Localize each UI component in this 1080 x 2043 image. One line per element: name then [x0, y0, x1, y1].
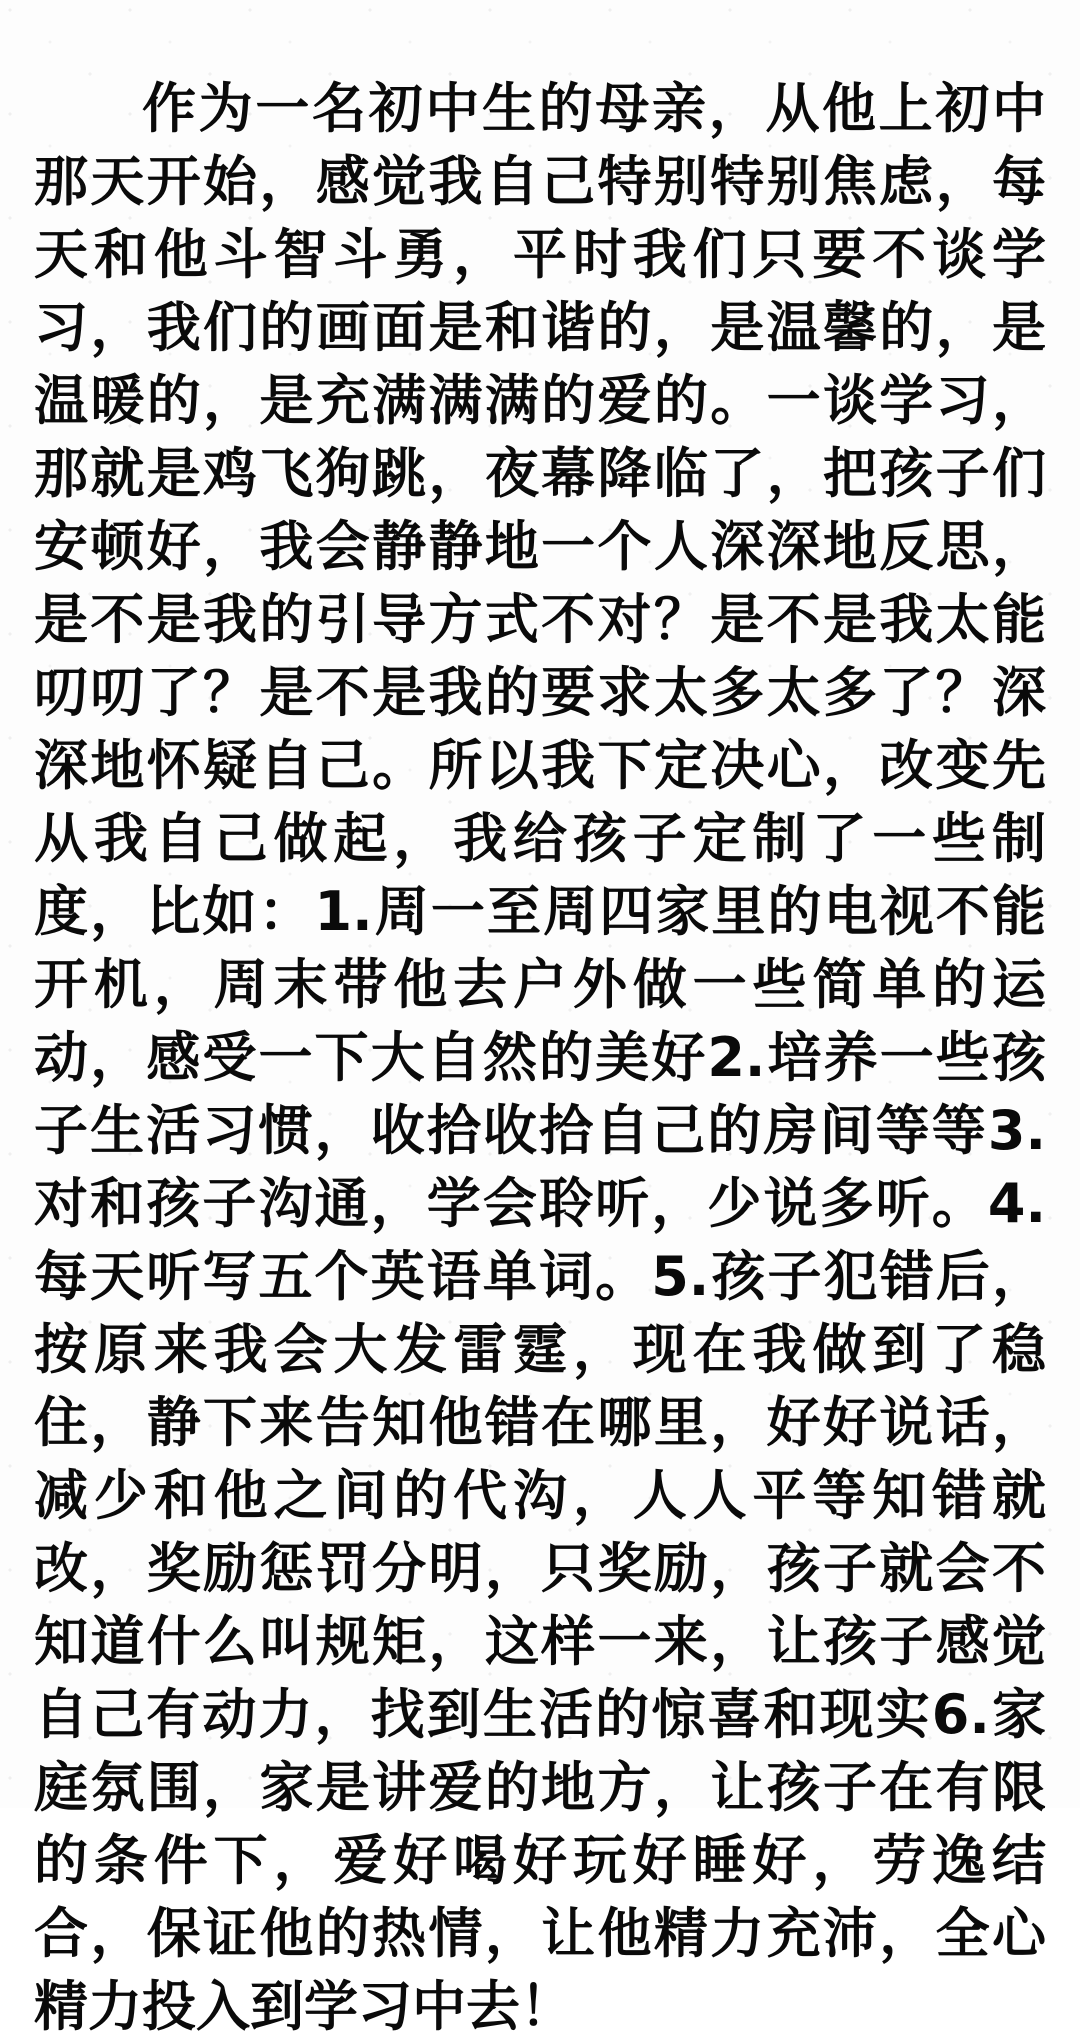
- article-body-text: 作为一名初中生的母亲，从他上初中那天开始，感觉我自己特别特别焦虑，每天和他斗智斗勇，平时我们只要不谈学习，我们的画面是和谐的，是温馨的，是温暖的，是充满满满的爱的。一谈学习，那就是鸡飞狗跳，夜幕降临了，把孩子们安顿好，我会静静地一个人深深地反思，是不是我的引导方式不对？是不是我太能叨叨了？是不是我的要求太多太多了？深深地怀疑自己。所以我下定决心，改变先从我自己做起，我给孩子定制了一些制度，比如：1.周一至周四家里的电视不能开机，周末带他去户外做一些简单的运动，感受一下大自然的美好2.培养一些孩子生活习惯，收拾收拾自己的房间等等3.对和孩子沟通，学会聆听，少说多听。4.每天听写五个英语单词。5.孩子犯错后，按原来我会大发雷霆，现在我做到了稳住，静下来告知他错在哪里，好好说话，减少和他之间的代沟，人人平等知错就改，奖励惩罚分明，只奖励，孩子就会不知道什么叫规矩，这样一来，让孩子感觉自己有动力，找到生活的惊喜和现实6.家庭氛围，家是讲爱的地方，让孩子在有限的条件下，爱好喝好玩好睡好，劳逸结合，保证他的热情，让他精力充沛，全心精力投入到学习中去！: [34, 77, 1046, 2038]
